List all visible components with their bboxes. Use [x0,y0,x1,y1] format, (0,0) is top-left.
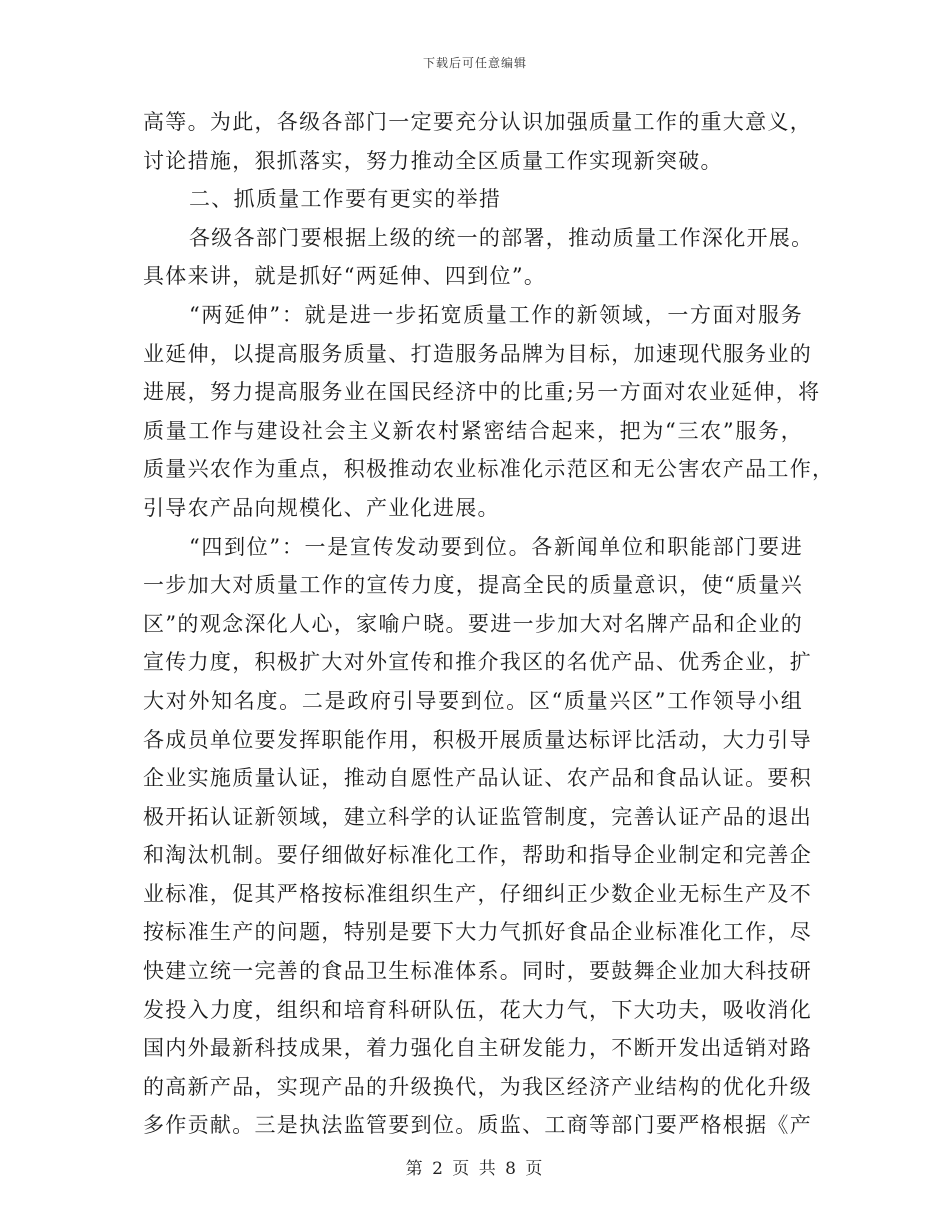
text-line: 和淘汰机制。要仔细做好标准化工作，帮助和指导企业制定和完善企 [143,843,812,868]
text-line: 多作贡献。三是执法监管要到位。质监、工商等部门要严格根据《产 [143,1113,812,1138]
text-line: 国内外最新科技成果，着力强化自主研发能力，不断开发出适销对路 [143,1036,812,1061]
text-line: 各级各部门要根据上级的统一的部署，推动质量工作深化开展。 [189,225,814,250]
text-line: 快建立统一完善的食品卫生标准体系。同时，要鼓舞企业加大科技研 [143,959,812,984]
section-heading: 二、抓质量工作要有更实的举措 [189,187,502,212]
text-line: 的高新产品，实现产品的升级换代，为我区经济产业结构的优化升级 [143,1074,812,1099]
text-line: 具体来讲，就是抓好“两延伸、四到位”。 [143,264,547,289]
text-line: 极开拓认证新领域，建立科学的认证监管制度，完善认证产品的退出 [143,804,812,829]
text-line: 各成员单位要发挥职能作用，积极开展质量达标评比活动，大力引导 [143,727,812,752]
text-line: 发投入力度，组织和培育科研队伍，花大力气，下大功夫，吸收消化 [143,997,812,1022]
text-line: 企业实施质量认证，推动自愿性产品认证、农产品和食品认证。要积 [143,766,812,791]
text-line: 高等。为此，各级各部门一定要充分认识加强质量工作的重大意义， [143,110,812,134]
text-line: 质量工作与建设社会主义新农村紧密结合起来，把为“三农”服务， [143,418,803,443]
text-line: “四到位”：一是宣传发动要到位。各新闻单位和职能部门要进 [189,534,803,559]
text-line: 质量兴农作为重点，积极推动农业标准化示范区和无公害农产品工作， [143,457,835,482]
text-line: 业标准，促其严格按标准组织生产，仔细纠正少数企业无标生产及不 [143,881,812,906]
header-note: 下载后可任意编辑 [422,56,527,70]
text-line: 引导农产品向规模化、产业化进展。 [143,495,500,520]
text-line: 一步加大对质量工作的宣传力度，提高全民的质量意识，使“质量兴 [143,573,803,598]
text-line: 按标准生产的问题，特别是要下大力气抓好食品企业标准化工作，尽 [143,920,812,945]
text-line: 进展，努力提高服务业在国民经济中的比重;另一方面对农业延伸，将 [143,380,821,405]
text-line: 区”的观念深化人心，家喻户晓。要进一步加大对名牌产品和企业的 [143,611,803,636]
text-line: 业延伸，以提高服务质量、打造服务品牌为目标，加速现代服务业的 [143,341,812,366]
text-line: 宣传力度，积极扩大对外宣传和推介我区的名优产品、优秀企业，扩 [143,650,812,675]
document-body [143,103,835,1145]
text-line: 讨论措施，狠抓落实，努力推动全区质量工作实现新突破。 [143,148,723,173]
text-line: 大对外知名度。二是政府引导要到位。区“质量兴区”工作领导小组 [143,688,803,713]
text-line: “两延伸”：就是进一步拓宽质量工作的新领域，一方面对服务 [189,302,803,327]
page-number: 第 2 页 共 8 页 [405,1159,545,1179]
